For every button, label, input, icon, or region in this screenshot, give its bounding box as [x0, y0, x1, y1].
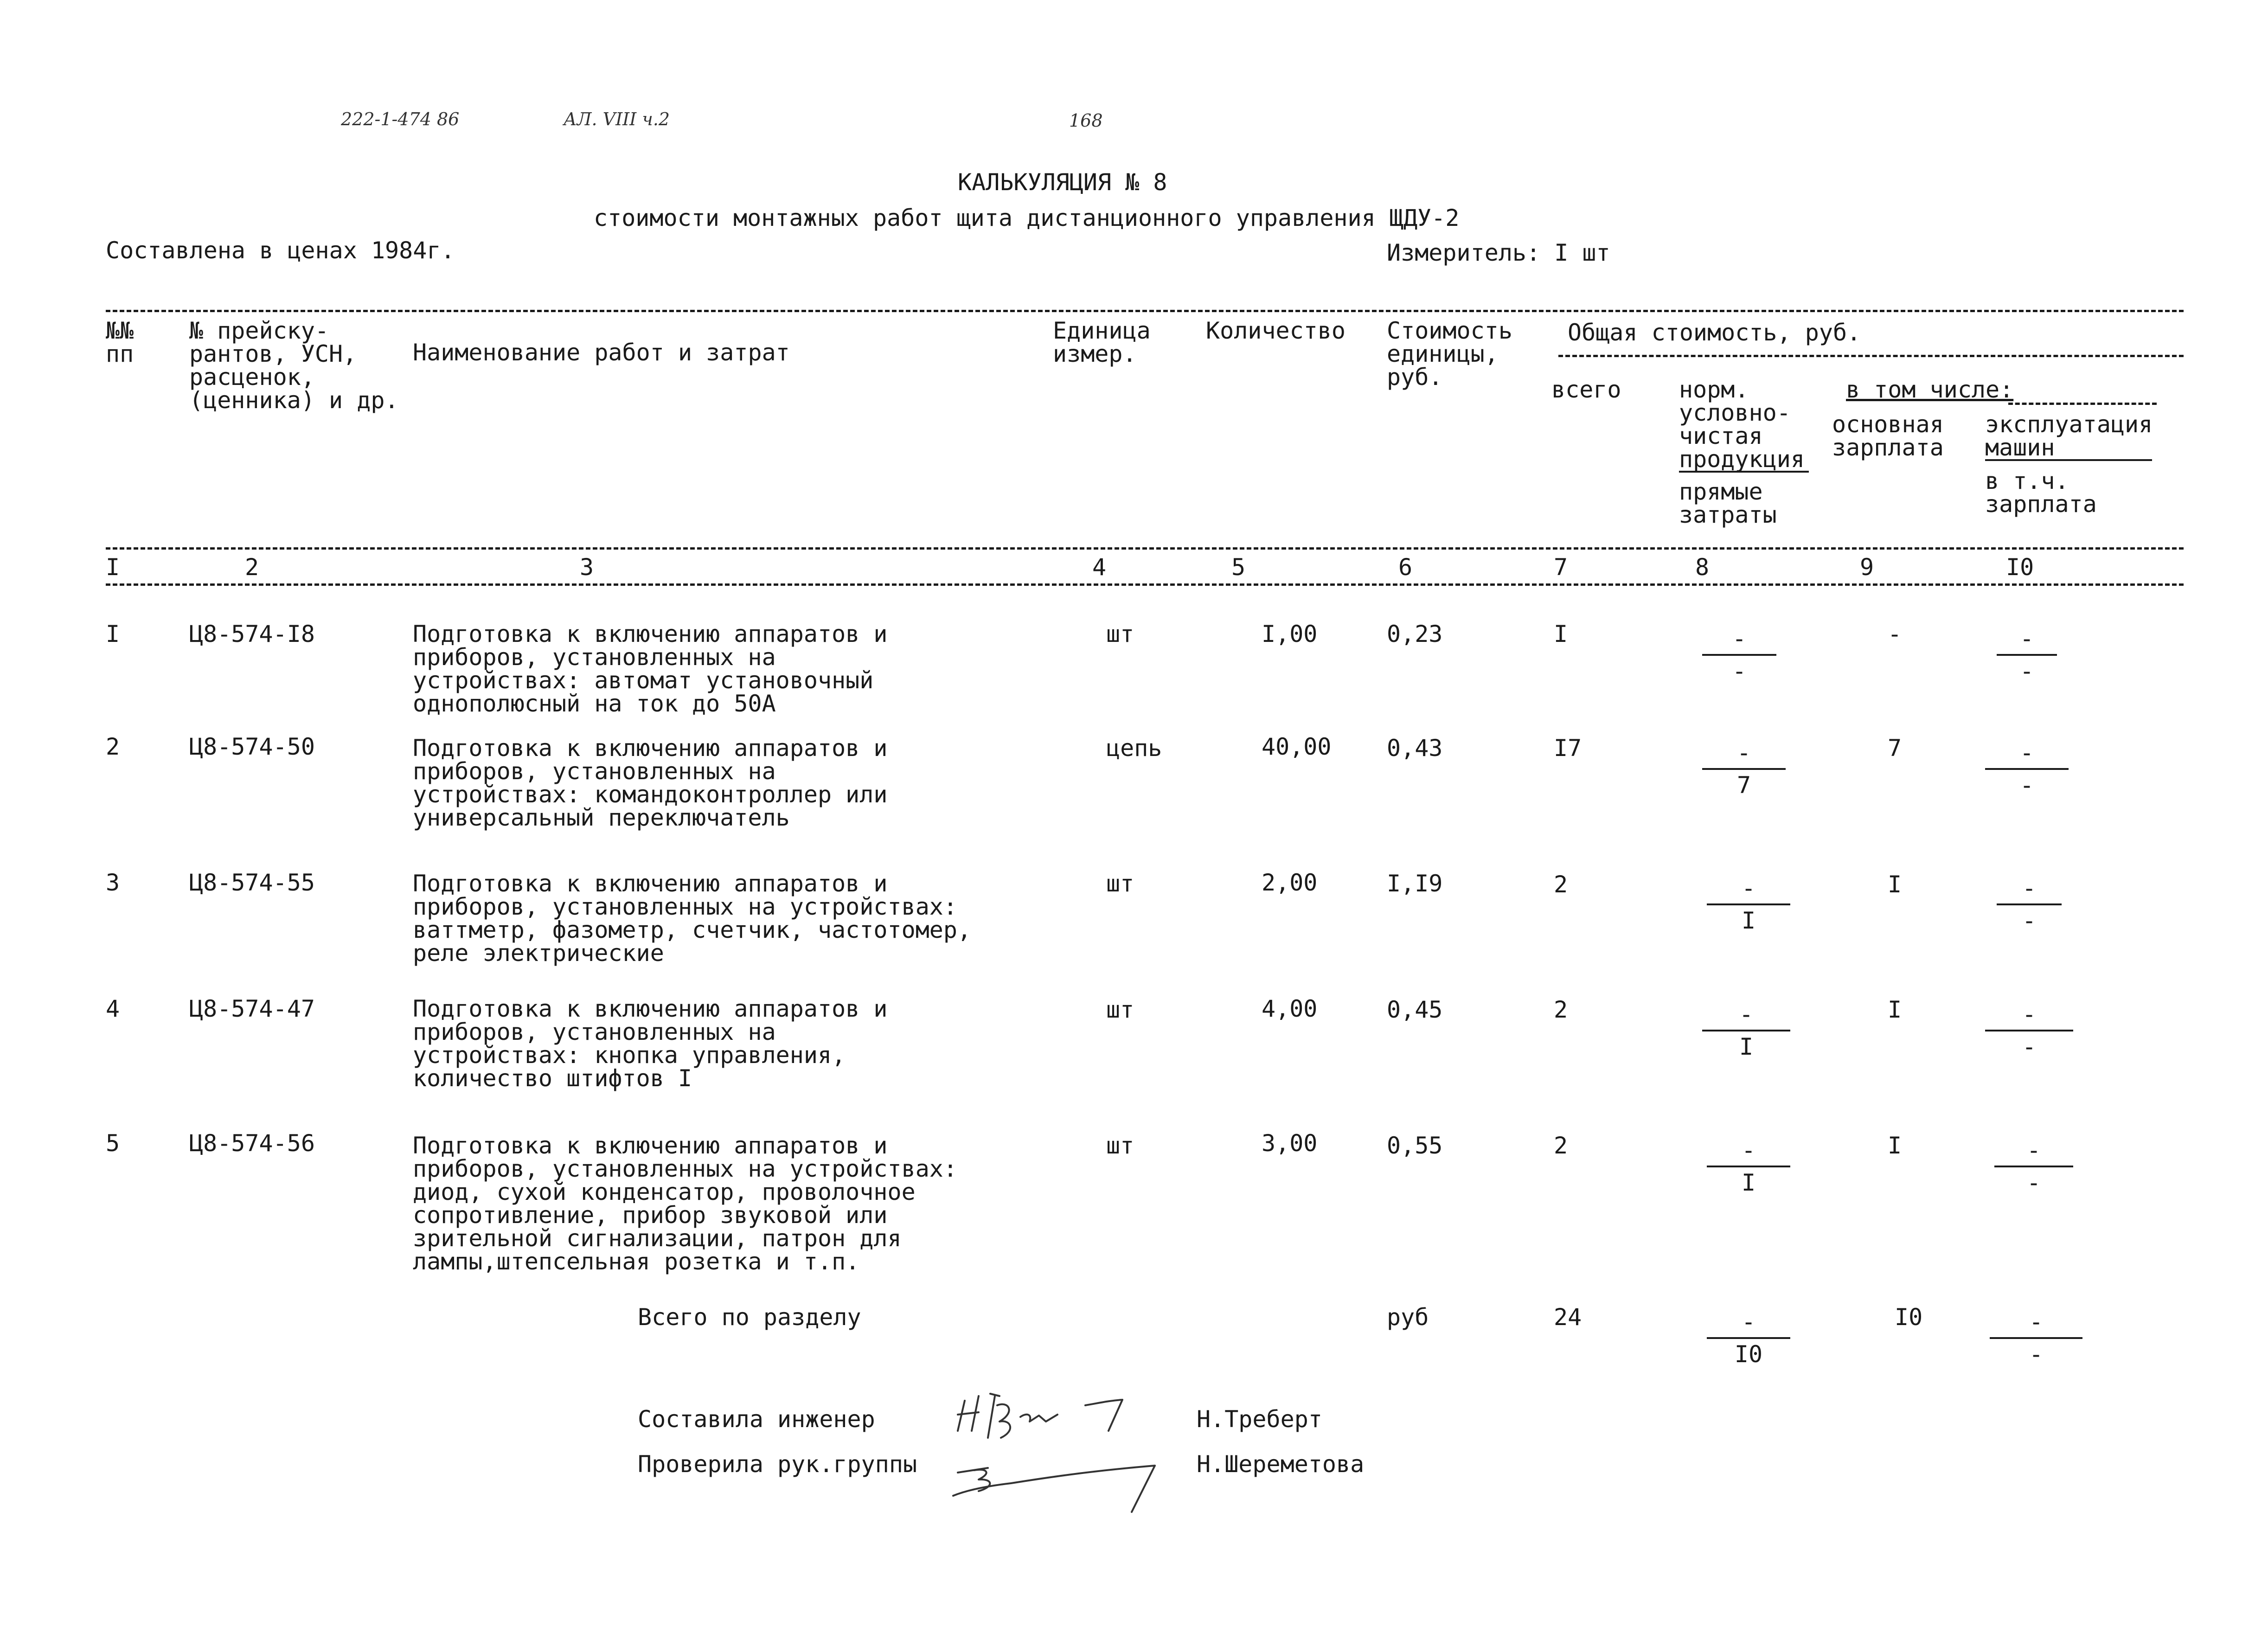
checked-by-name: Н.Шереметова	[1197, 1451, 1365, 1478]
row-machine-fraction: - -	[1985, 1003, 2073, 1058]
header-pricelist: № прейску- рантов, УСН, расценок, (ценника) и др.	[189, 317, 399, 414]
document-reference: 222-1-474 86	[341, 109, 460, 129]
row-number: 5	[106, 1130, 120, 1157]
row-number: 2	[106, 733, 120, 760]
row-machine-fraction: - -	[1997, 877, 2062, 932]
row-machine-fraction: - -	[1994, 1139, 2073, 1194]
row-quantity: 2,00	[1262, 869, 1318, 896]
row-unit: цепь	[1106, 735, 1162, 762]
header-top-rule	[106, 310, 2184, 312]
header-quantity: Количество	[1206, 317, 1346, 344]
header-incl-salary: в т.ч. зарплата	[1985, 468, 2097, 518]
col-number-2: 2	[245, 554, 259, 581]
row-total: 2	[1554, 996, 1568, 1023]
header-machine-divider	[1985, 459, 2152, 461]
header-base-salary: основная зарплата	[1832, 411, 1944, 461]
row-number: 4	[106, 995, 120, 1022]
row-machine-fraction: - -	[1997, 627, 2057, 683]
header-machine-operation: эксплуатация машин	[1985, 411, 2153, 461]
header-total: всего	[1551, 376, 1621, 403]
row-unit-price: I,I9	[1387, 870, 1443, 897]
row-norm-fraction: - 7	[1702, 741, 1786, 797]
row-base-salary: 7	[1888, 735, 1902, 762]
row-norm-fraction: - I	[1702, 1003, 1790, 1058]
row-base-salary: -	[1888, 621, 1902, 647]
row-unit: шт	[1106, 1132, 1134, 1159]
header-norm-divider	[1679, 471, 1809, 473]
row-description: Подготовка к включению аппаратов и приборов, установленных на устройствах: кнопка управления, количество штифтов I	[413, 995, 888, 1092]
col-number-3: 3	[580, 554, 594, 581]
col-number-8: 8	[1695, 554, 1710, 581]
col-number-10: I0	[2006, 554, 2034, 581]
compiled-by-name: Н.Треберт	[1197, 1406, 1322, 1433]
row-quantity: I,00	[1262, 621, 1318, 647]
row-unit-price: 0,43	[1387, 735, 1443, 762]
row-description: Подготовка к включению аппаратов и приборов, установленных на устройствах: диод, сухой конденсатор, проволочное сопротивление, прибор звуковой или зрительной сигнализации, патрон для лампы,штепсельная розетка и т.п.	[413, 1132, 957, 1275]
row-unit: шт	[1106, 996, 1134, 1023]
price-basis: Составлена в ценах 1984г.	[106, 237, 455, 264]
section-total-value: 24	[1554, 1304, 1582, 1331]
row-quantity: 4,00	[1262, 995, 1318, 1022]
row-description: Подготовка к включению аппаратов и приборов, установленных на устройствах: командоконтроллер или универсальный переключатель	[413, 735, 888, 831]
col-number-4: 4	[1092, 554, 1107, 581]
header-work-name: Наименование работ и затрат	[413, 339, 790, 366]
checked-by-label: Проверила рук.группы	[638, 1451, 917, 1478]
col-numbers-top-rule	[106, 547, 2184, 550]
row-description: Подготовка к включению аппаратов и приборов, установленных на устройствах: ваттметр, фазометр, счетчик, частотомер, реле электрические	[413, 870, 972, 967]
section-total-label: Всего по разделу	[638, 1304, 861, 1331]
row-code: Ц8-574-56	[189, 1130, 315, 1157]
unit-of-measure: Измеритель: I шт	[1387, 239, 1610, 266]
section-machine-fraction: - -	[1990, 1310, 2082, 1366]
document-subtitle: стоимости монтажных работ щита дистанционного управления ЩДУ-2	[594, 205, 1460, 231]
row-number: I	[106, 621, 120, 647]
row-number: 3	[106, 869, 120, 896]
row-code: Ц8-574-55	[189, 869, 315, 896]
row-base-salary: I	[1888, 996, 1902, 1023]
handwritten-signatures	[946, 1387, 1178, 1517]
header-unit-cost: Стоимость единицы, руб.	[1387, 317, 1512, 391]
row-code: Ц8-574-I8	[189, 621, 315, 647]
album-reference: АЛ. VIII ч.2	[564, 109, 670, 129]
row-description: Подготовка к включению аппаратов и приборов, установленных на устройствах: автомат установочный однополюсный на ток до 50А	[413, 621, 888, 717]
header-direct-costs: прямые затраты	[1679, 478, 1777, 528]
col-number-9: 9	[1860, 554, 1874, 581]
row-unit-price: 0,45	[1387, 996, 1443, 1023]
header-norm-product: норм. условно- чистая продукция	[1679, 376, 1805, 473]
row-base-salary: I	[1888, 871, 1902, 898]
col-numbers-bottom-rule	[106, 583, 2184, 586]
row-unit: шт	[1106, 621, 1134, 647]
row-norm-fraction: - I	[1707, 877, 1790, 932]
row-code: Ц8-574-47	[189, 995, 315, 1022]
header-in-that-number: в том числе:	[1846, 376, 2014, 403]
row-total: I7	[1554, 735, 1582, 762]
row-total: 2	[1554, 871, 1568, 898]
row-unit-price: 0,23	[1387, 621, 1443, 647]
document-title: КАЛЬКУЛЯЦИЯ № 8	[958, 169, 1167, 196]
row-unit: шт	[1106, 870, 1134, 897]
row-code: Ц8-574-50	[189, 733, 315, 760]
col-number-6: 6	[1398, 554, 1413, 581]
header-unit: Единица измер.	[1053, 317, 1151, 367]
section-total-unit: руб	[1387, 1304, 1429, 1331]
row-base-salary: I	[1888, 1132, 1902, 1159]
compiled-by-label: Составила инженер	[638, 1406, 875, 1433]
col-number-5: 5	[1231, 554, 1246, 581]
header-row-number: №№ пп	[106, 317, 134, 367]
row-machine-fraction: - -	[1985, 741, 2069, 797]
row-norm-fraction: - -	[1702, 627, 1776, 683]
row-total: I	[1554, 621, 1568, 647]
row-norm-fraction: - I	[1707, 1139, 1790, 1194]
header-in-that-rule	[2008, 403, 2157, 405]
col-number-1: I	[106, 554, 120, 581]
section-norm-fraction: - I0	[1707, 1310, 1790, 1366]
row-unit-price: 0,55	[1387, 1132, 1443, 1159]
row-total: 2	[1554, 1132, 1568, 1159]
section-base-salary: I0	[1895, 1304, 1923, 1331]
row-quantity: 3,00	[1262, 1130, 1318, 1157]
page-number: 168	[1069, 110, 1103, 131]
row-quantity: 40,00	[1262, 733, 1332, 760]
header-sub-rule	[1558, 355, 2184, 357]
col-number-7: 7	[1554, 554, 1568, 581]
header-total-cost: Общая стоимость, руб.	[1568, 319, 1861, 346]
